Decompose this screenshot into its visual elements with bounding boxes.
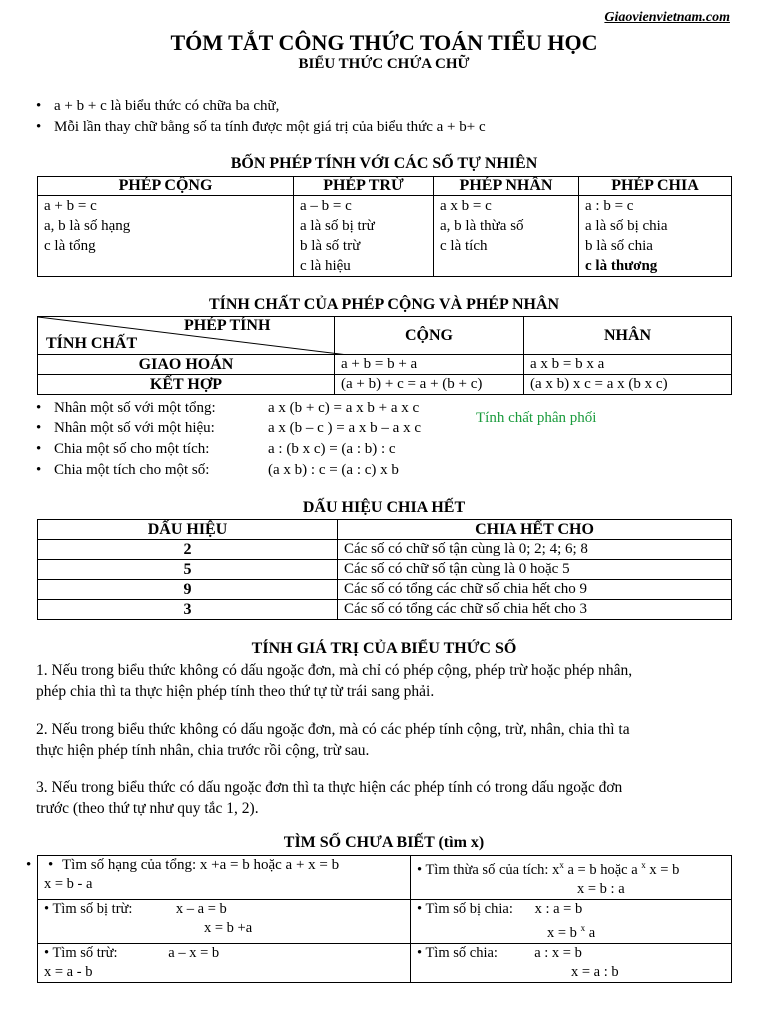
props-row-add: a + b = b + a <box>335 355 524 375</box>
eval-line: 2. Nếu trong biểu thức không có dấu ngoặc đơn, mà có các phép tính cộng, trừ, nhân, chia thì ta <box>36 721 630 738</box>
div-head-divides: CHIA HẾT CHO <box>338 520 732 540</box>
props-heading: TÍNH CHẤT CỦA PHÉP CỘNG VÀ PHÉP NHÂN <box>208 296 560 313</box>
rule-formula: a x (b – c ) = a x b – a x c <box>268 420 421 436</box>
ops-div-line: a là số bị chia <box>585 218 668 234</box>
intro-bullet-1: • a + b + c là biểu thức có chữa ba chữ, <box>54 98 279 115</box>
props-row-name: GIAO HOÁN <box>38 355 335 375</box>
ops-mul-line: a, b là thừa số <box>440 218 524 234</box>
rule-label: • Chia một tích cho một số: <box>54 462 209 479</box>
props-diag-cell <box>38 317 335 355</box>
div-number: 9 <box>38 580 338 600</box>
ops-div-line: a : b = c <box>585 198 634 214</box>
findx-rule-text: Tìm số bị trừ: x – a = b <box>52 900 227 917</box>
findx-rule: • • Tìm số hạng của tổng: x +a = b hoặc a + x = b <box>44 856 404 875</box>
findx-answer: x = b - a <box>44 876 93 892</box>
div-rule: Các số có chữ số tận cùng là 0; 2; 4; 6; 8 <box>338 540 732 560</box>
div-heading: DẤU HIỆU CHIA HẾT <box>302 499 466 516</box>
ops-div-line: c là thương <box>585 258 658 274</box>
findx-rule: • Tìm số trừ: a – x = b <box>44 944 220 961</box>
div-rule: Các số có chữ số tận cùng là 0 hoặc 5 <box>338 560 732 580</box>
eval-line: thực hiện phép tính nhân, chia trước rồi cộng, trừ sau. <box>36 742 370 759</box>
findx-rule-text: Tìm số trừ: a – x = b <box>52 944 220 961</box>
ops-cell-mul <box>434 196 579 277</box>
props-diag-bottom: TÍNH CHẤT <box>46 335 138 352</box>
props-diag-top: PHÉP TÍNH <box>184 317 271 334</box>
div-table <box>37 519 732 620</box>
props-head-add: CỘNG <box>335 317 524 355</box>
eval-rule-2 <box>36 719 736 761</box>
findx-cell <box>38 899 411 943</box>
eval-line: 1. Nếu trong biểu thức không có dấu ngoặc đơn, mà chỉ có phép cộng, phép trừ hoặc phép nhân, <box>36 662 633 679</box>
findx-answer: x = b +a <box>204 919 253 936</box>
props-row-mul: (a x b) x c = a x (b x c) <box>524 375 732 395</box>
findx-cell <box>411 899 732 943</box>
ops-head-mul: PHÉP NHÂN <box>434 177 579 196</box>
ops-mul-line: c là tích <box>440 238 488 254</box>
props-row-name: KẾT HỢP <box>38 375 335 395</box>
findx-rule-text: Tìm số hạng của tổng: x +a = b hoặc a + x = b <box>62 857 340 873</box>
distributive-note: Tính chất phân phối <box>476 410 597 426</box>
props-head-mul: NHÂN <box>524 317 732 355</box>
props-row-mul: a x b = b x a <box>524 355 732 375</box>
eval-line: 3. Nếu trong biểu thức có dấu ngoặc đơn thì ta thực hiện các phép tính có trong dấu ngoặc đơn <box>36 779 623 796</box>
ops-head-sub: PHÉP TRỪ <box>294 177 434 196</box>
ops-cell-sub <box>294 196 434 277</box>
findx-cell <box>38 943 411 982</box>
site-name[interactable]: Giaovienvietnam.com <box>604 10 730 25</box>
ops-add-line: a + b = c <box>44 198 97 214</box>
findx-cell <box>411 943 732 982</box>
findx-rule-text: Tìm số chia: a : x = b <box>425 944 582 961</box>
findx-table <box>37 855 732 983</box>
div-rule: Các số có tổng các chữ số chia hết cho 3 <box>338 600 732 620</box>
ops-sub-line: b là số trừ <box>300 238 361 254</box>
div-number: 3 <box>38 600 338 620</box>
intro-bullet-2: • Mỗi lần thay chữ bằng số ta tính được một giá trị của biểu thức a + b+ c <box>54 119 486 136</box>
findx-rule: • Tìm số chia: a : x = b <box>417 944 582 961</box>
ops-head-add: PHÉP CỘNG <box>38 177 294 196</box>
page-subtitle: BIỂU THỨC CHỨA CHỮ <box>298 56 470 72</box>
rule-label: • Nhân một số với một tổng: <box>54 400 216 417</box>
ops-sub-line: c là hiệu <box>300 258 351 274</box>
rule-formula: (a x b) : c = (a : c) x b <box>268 462 399 478</box>
eval-line: phép chia thì ta thực hiện phép tính theo thứ tự từ trái sang phải. <box>36 683 435 700</box>
findx-rule: • Tìm số bị chia: x : a = b <box>417 900 583 917</box>
div-number: 5 <box>38 560 338 580</box>
findx-answer: x = b $^x$ a <box>547 922 596 941</box>
eval-rule-1 <box>36 660 736 702</box>
ops-div-line: b là số chia <box>585 238 653 254</box>
ops-table <box>37 176 732 277</box>
ops-cell-div <box>579 196 732 277</box>
div-number: 2 <box>38 540 338 560</box>
ops-sub-line: a – b = c <box>300 198 352 214</box>
eval-rule-3 <box>36 777 736 819</box>
ops-cell-add <box>38 196 294 277</box>
props-row-add: (a + b) + c = a + (b + c) <box>335 375 524 395</box>
findx-rule: • Tìm thừa số của tích: $x^x$ a = b hoặc a $^x$ x = b <box>417 860 680 878</box>
findx-heading: TÌM SỐ CHƯA BIẾT (tìm x) <box>283 834 485 851</box>
page-title: TÓM TẮT CÔNG THỨC TOÁN TIỂU HỌC <box>170 30 598 55</box>
rule-label: • Chia một số cho một tích: <box>54 441 209 458</box>
div-rule: Các số có tổng các chữ số chia hết cho 9 <box>338 580 732 600</box>
findx-answer: x = a - b <box>44 963 93 980</box>
eval-line: trước (theo thứ tự như quy tắc 1, 2). <box>36 800 259 817</box>
ops-add-line: c là tổng <box>44 238 96 254</box>
ops-head-div: PHÉP CHIA <box>579 177 732 196</box>
rule-formula: a x (b + c) = a x b + a x c <box>268 400 420 416</box>
ops-sub-line: a là số bị trừ <box>300 218 375 234</box>
ops-heading: BỐN PHÉP TÍNH VỚI CÁC SỐ TỰ NHIÊN <box>230 155 538 172</box>
findx-cell <box>38 856 411 900</box>
ops-add-line: a, b là số hạng <box>44 218 131 234</box>
rule-formula: a : (b x c) = (a : b) : c <box>268 441 396 457</box>
props-table <box>37 316 732 395</box>
findx-answer: x = a : b <box>571 963 619 980</box>
div-head-sign: DẤU HIỆU <box>38 520 338 540</box>
findx-rule-text: Tìm số bị chia: x : a = b <box>425 900 583 917</box>
rule-label: • Nhân một số với một hiệu: <box>54 420 215 437</box>
eval-heading: TÍNH GIÁ TRỊ CỦA BIỂU THỨC SỐ <box>251 640 517 657</box>
ops-mul-line: a x b = c <box>440 198 492 214</box>
findx-rule: • Tìm số bị trừ: x – a = b <box>44 900 227 917</box>
findx-answer: x = b : a <box>577 880 625 897</box>
findx-cell <box>411 856 732 900</box>
